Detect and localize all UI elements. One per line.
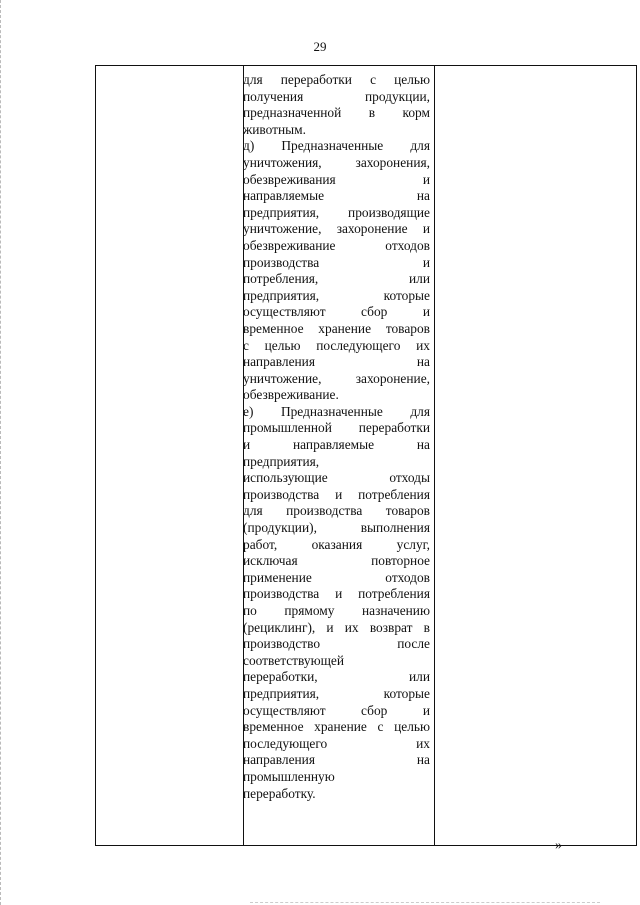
text-line [243, 205, 430, 222]
text-line [243, 321, 430, 338]
text-line [243, 89, 430, 106]
word: на [416, 752, 430, 768]
word: переработку. [243, 785, 316, 801]
word: направления [243, 354, 316, 370]
table-left-border [95, 65, 96, 846]
word: на [416, 437, 430, 453]
word: после [397, 636, 430, 652]
text-line [243, 719, 430, 736]
table-top-border [95, 65, 637, 66]
word: Предназначенные [281, 138, 384, 154]
table-right-border [636, 65, 637, 846]
text-line [243, 138, 430, 155]
word: предназначенной [243, 105, 342, 121]
word: потребления, [243, 271, 319, 287]
text-line [243, 570, 430, 587]
column-divider-2 [434, 65, 435, 846]
word: и [422, 304, 430, 320]
text-line [243, 487, 430, 504]
text-line [243, 769, 430, 786]
word: производство [243, 636, 321, 652]
text-line [243, 537, 430, 554]
text-line [243, 553, 430, 570]
text-line [243, 238, 430, 255]
word: хранение [318, 320, 372, 336]
text-line [243, 503, 430, 520]
word: услуг, [396, 536, 430, 552]
word: захоронение [336, 221, 408, 237]
text-line [243, 304, 430, 321]
text-line [243, 636, 430, 653]
text-line [243, 620, 430, 637]
middle-column-text [243, 72, 430, 802]
text-line [243, 454, 430, 471]
word: промышленной [243, 420, 332, 436]
word: для [410, 138, 430, 154]
word: д) [243, 138, 255, 154]
word: оказания [311, 536, 363, 552]
word: предприятия, [243, 287, 320, 303]
word: (продукции), [243, 520, 317, 536]
word: в [368, 105, 376, 121]
scan-edge-bottom [250, 902, 600, 903]
text-line [243, 437, 430, 454]
text-line [243, 603, 430, 620]
word: целью [394, 72, 430, 87]
closing-quote: » [555, 838, 562, 853]
word: потребления [358, 586, 430, 602]
word: отходы [389, 470, 430, 486]
word: которые [383, 685, 430, 701]
text-line [243, 420, 430, 437]
word: товаров [385, 320, 430, 336]
word: выполнения [360, 520, 430, 536]
word: производящие [348, 204, 430, 220]
text-line [243, 786, 430, 803]
word: с [243, 337, 249, 353]
text-line [243, 354, 430, 371]
text-line [243, 105, 430, 122]
word: сбор [361, 304, 388, 320]
word: и [422, 254, 430, 270]
word: промышленную [243, 768, 335, 784]
text-line [243, 221, 430, 238]
word: для [243, 503, 263, 519]
word: с [370, 72, 377, 87]
text-line [243, 703, 430, 720]
word: повторное [371, 553, 430, 569]
word: и [243, 437, 251, 453]
text-line [243, 387, 430, 404]
word: последующего [243, 735, 328, 751]
word: применение [243, 569, 312, 585]
word: осуществляют [243, 702, 326, 718]
word: назначению [361, 603, 430, 618]
text-line [243, 255, 430, 272]
word: предприятия, [243, 685, 320, 701]
word: соответствующей [243, 652, 344, 668]
text-line [243, 72, 430, 89]
text-line [243, 172, 430, 189]
word: для [410, 403, 430, 419]
word: (рециклинг), [243, 619, 316, 635]
word: и [422, 171, 430, 187]
text-line [243, 404, 430, 421]
text-line [243, 736, 430, 753]
word: производства [243, 254, 320, 270]
text-line [243, 155, 430, 172]
text-line [243, 122, 430, 139]
text-line [243, 371, 430, 388]
word: предприятия, [243, 453, 320, 469]
word: направления [243, 752, 316, 768]
word: использующие [243, 470, 328, 486]
word: предприятия, [243, 204, 320, 220]
word: производства [243, 586, 320, 602]
word: сбор [361, 702, 388, 718]
word: хранение [314, 719, 367, 735]
word: их [416, 337, 430, 353]
word: последующего [316, 337, 401, 353]
word: работ, [243, 536, 278, 552]
word: или [408, 271, 430, 287]
word: отходов [385, 569, 430, 585]
word: временное [243, 719, 304, 735]
word: прямому [284, 603, 335, 618]
word: исключая [243, 553, 298, 569]
word: возврат [369, 619, 413, 635]
word: отходов [385, 237, 430, 253]
word: или [408, 669, 430, 685]
word: производства [286, 503, 363, 519]
word: переработки [280, 72, 352, 87]
word: с [377, 719, 384, 735]
text-line [243, 586, 430, 603]
page-number: 29 [313, 39, 327, 54]
word: целью [264, 337, 301, 353]
word: уничтожение, [243, 221, 322, 237]
text-line [243, 686, 430, 703]
word: в [423, 619, 430, 635]
word: их [344, 619, 359, 635]
word: обезвреживание. [243, 387, 339, 403]
word: временное [243, 320, 304, 336]
word: обезвреживания [243, 171, 336, 187]
word: захоронение, [355, 370, 430, 386]
word: потребления [358, 486, 430, 502]
text-line [243, 520, 430, 537]
word: на [416, 188, 430, 204]
word: и [326, 619, 334, 635]
word: и [335, 586, 343, 602]
word: товаров [385, 503, 430, 519]
document-table [95, 65, 637, 846]
scan-edge-left [0, 0, 3, 905]
word: для [243, 72, 263, 87]
word: их [416, 735, 430, 751]
word: переработки [358, 420, 430, 436]
text-line [243, 338, 430, 355]
word: Предназначенные [280, 403, 383, 419]
word: производства [243, 486, 320, 502]
word: уничтожения, [243, 154, 322, 170]
word: и [335, 486, 343, 502]
word: по [243, 603, 257, 618]
word: и [422, 221, 430, 237]
text-line [243, 188, 430, 205]
text-line [243, 271, 430, 288]
word: и [422, 702, 430, 718]
text-line [243, 669, 430, 686]
word: обезвреживание [243, 237, 336, 253]
word: захоронения, [355, 154, 430, 170]
word: корм [402, 105, 430, 121]
word: которые [383, 287, 430, 303]
text-line [243, 653, 430, 670]
word: на [416, 354, 430, 370]
word: животным. [243, 121, 307, 137]
word: целью [394, 719, 430, 735]
text-line [243, 752, 430, 769]
word: продукции, [364, 88, 430, 104]
word: направляемые [243, 188, 325, 204]
word: направляемые [292, 437, 375, 453]
text-line [243, 470, 430, 487]
word: уничтожение, [243, 370, 322, 386]
word: получения [243, 88, 304, 104]
word: переработки, [243, 669, 318, 685]
word: осуществляют [243, 304, 326, 320]
text-line [243, 288, 430, 305]
word: е) [243, 403, 254, 419]
